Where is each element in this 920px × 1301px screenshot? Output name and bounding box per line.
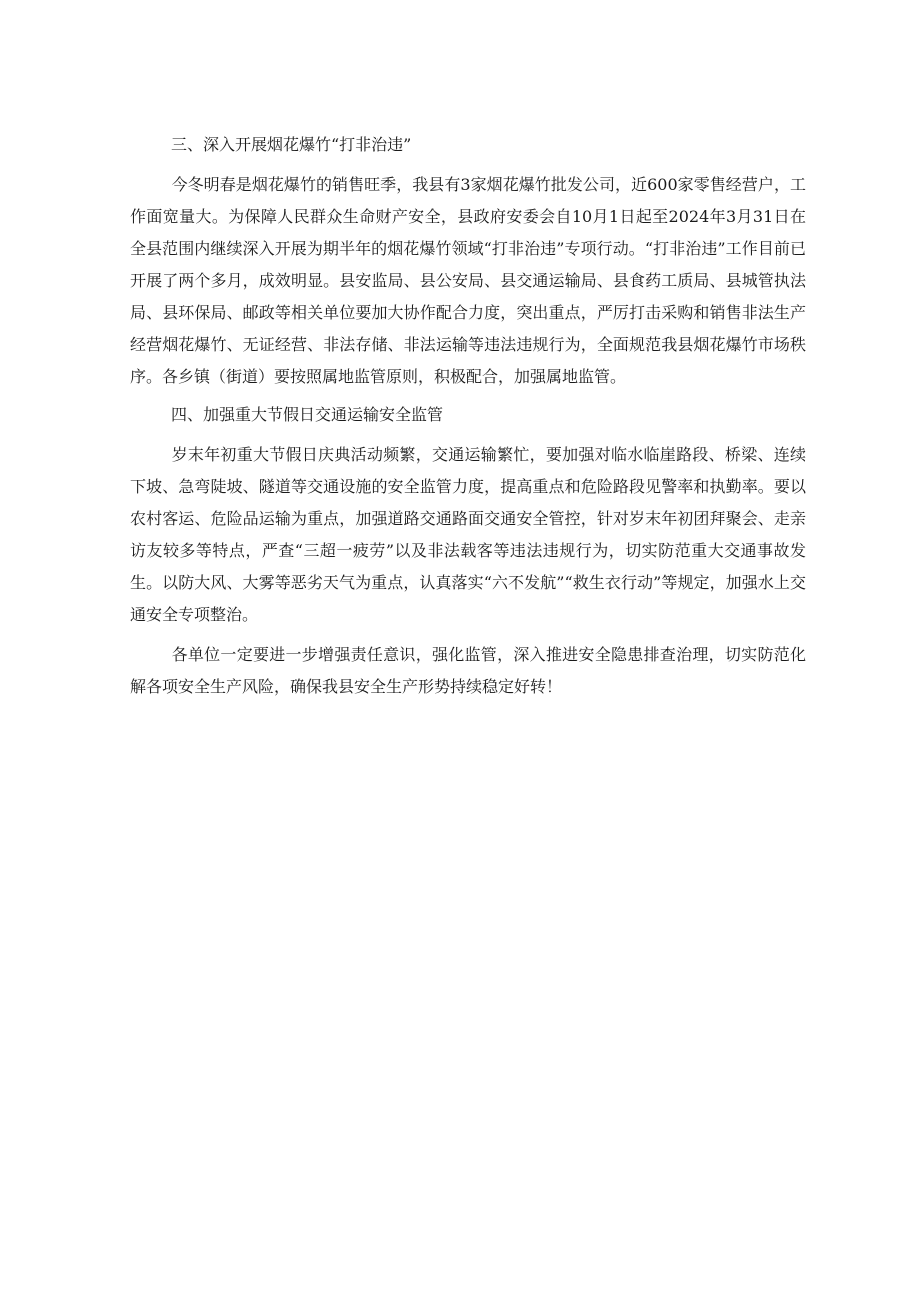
- section-3-paragraph: 今冬明春是烟花爆竹的销售旺季，我县有3家烟花爆竹批发公司，近600家零售经营户，工作面宽量大。为保障人民群众生命财产安全，县政府安委会自10月1日起至2024年3月31日在全县范围内继续深入开展为期半年的烟花爆竹领域“打非治违”专项行动。“打非治违”工作目前已开展了两个多月，成效明显。县安监局、县公安局、县交通运输局、县食药工质局、县城管执法局、县环保局、邮政等相关单位要加大协作配合力度，突出重点，严厉打击采购和销售非法生产经营烟花爆竹、无证经营、非法存储、非法运输等违法违规行为，全面规范我县烟花爆竹市场秩序。各乡镇（街道）要按照属地监管原则，积极配合，加强属地监管。: [130, 175, 806, 386]
- closing-paragraph: 各单位一定要进一步增强责任意识，强化监管，深入推进安全隐患排查治理，切实防范化解各项安全生产风险，确保我县安全生产形势持续稳定好转！: [130, 645, 806, 696]
- document-body: [130, 129, 806, 703]
- section-3-heading: 三、深入开展烟花爆竹“打非治违”: [171, 135, 412, 154]
- spacer: [130, 431, 806, 439]
- section-4-paragraph: 岁末年初重大节假日庆典活动频繁，交通运输繁忙，要加强对临水临崖路段、桥梁、连续下坡、急弯陡坡、隧道等交通设施的安全监管力度，提高重点和危险路段见警率和执勤率。要以农村客运、危险品运输为重点，加强道路交通路面交通安全管控，针对岁末年初团拜聚会、走亲访友较多等特点，严查“三超一疲劳”以及非法载客等违法违规行为，切实防范重大交通事故发生。以防大风、大雾等恶劣天气为重点，认真落实“六不发航”“救生衣行动”等规定，加强水上交通安全专项整治。: [130, 445, 806, 624]
- spacer: [130, 161, 806, 169]
- spacer: [130, 631, 806, 639]
- section-4-heading: 四、加强重大节假日交通运输安全监管: [171, 405, 444, 424]
